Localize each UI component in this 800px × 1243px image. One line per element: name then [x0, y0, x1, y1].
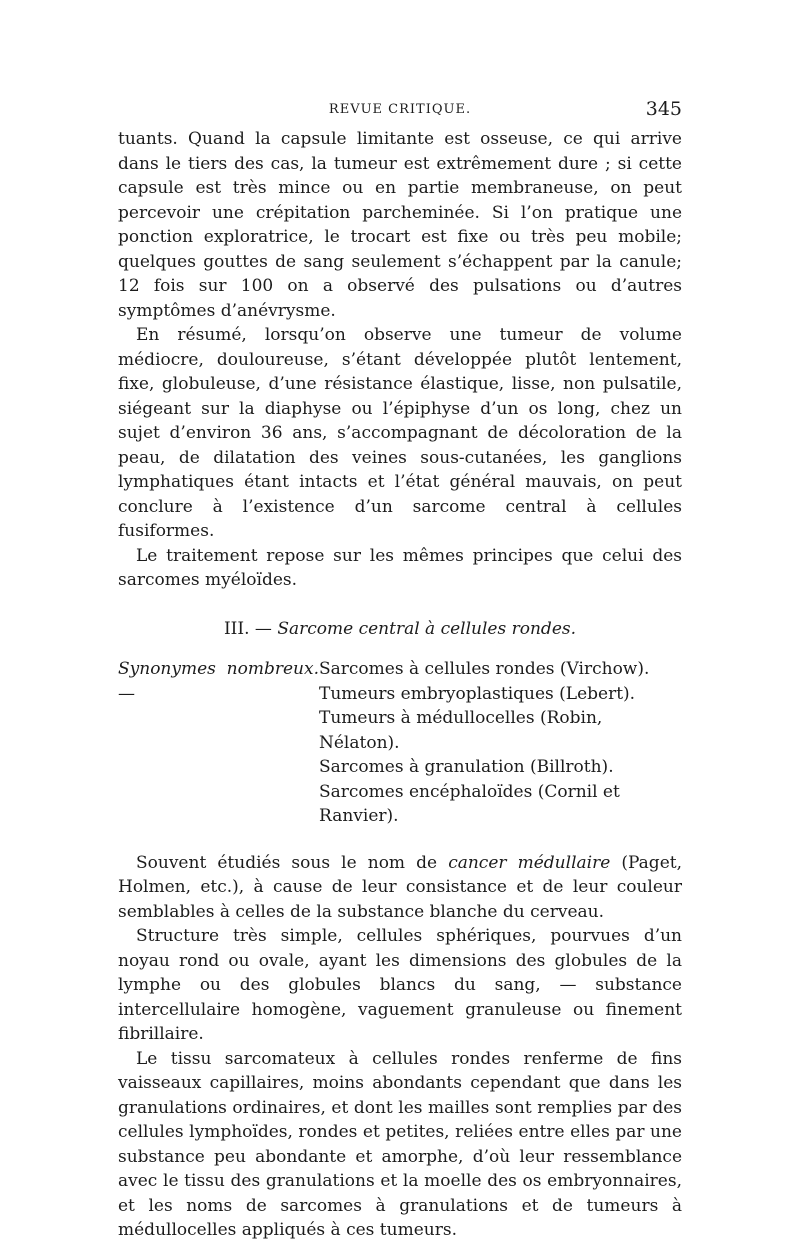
synonyms-block	[118, 657, 682, 829]
synonym-item: Sarcomes à granulation (Billroth).	[319, 757, 614, 777]
synonyms-list	[319, 657, 682, 829]
paragraph-names-end: (Paget, Holmen, etc.), à cause de leur consistance et de leur couleur semblables à celles de la substance blanche du cerveau.	[118, 852, 682, 922]
paragraph-treatment: Le traitement repose sur les mêmes principes que celui des sarcomes myéloïdes.	[118, 545, 682, 590]
page-number: 345	[645, 98, 682, 120]
paragraph-summary: En résumé, lorsqu’on observe une tumeur de volume médiocre, douloureuse, s’étant développée plutôt lentement, fixe, globuleuse, d’une résistance élastique, lisse, non pulsatile, siégeant sur la diaphyse ou l’épiphyse d’un os long, chez un sujet d’environ 36 ans, s’accompagnant de décoloration de la peau, de dilatation des veines sous-cutanées, les ganglions lymphatiques étant intacts et l’état général mauvais, on peut conclure à l’existence d’un sarcome central à cellules fusiformes.	[118, 325, 682, 541]
running-head	[118, 98, 682, 122]
section-heading	[118, 617, 682, 642]
paragraph-names-start: Souvent étudiés sous le nom de	[136, 852, 449, 873]
synonym-item: Sarcomes encéphaloïdes (Cornil et Ranvier).	[319, 781, 620, 826]
synonym-item: Sarcomes à cellules rondes (Virchow).	[319, 659, 650, 679]
synonyms-label: Synonymes nombreux. —	[118, 659, 319, 704]
term-cancer-medullaire: cancer médullaire	[448, 852, 611, 873]
synonym-item: Tumeurs à médullocelles (Robin, Nélaton).	[319, 708, 603, 753]
section-title: Sarcome central à cellules rondes.	[277, 618, 577, 639]
body-text	[118, 127, 682, 1243]
paragraph-continuation: tuants. Quand la capsule limitante est osseuse, ce qui arrive dans le tiers des cas, la tumeur est extrêmement dure ; si cette capsule est très mince ou en partie membraneuse, on peut percevoir une crépitation parcheminée. Si l’on pratique une ponction exploratrice, le trocart est fixe ou très peu mobile; quelques gouttes de sang seulement s’échappent par la canule; 12 fois sur 100 on a observé des pulsations ou d’autres symptômes d’anévrysme.	[118, 129, 682, 321]
section-number: III. —	[223, 618, 272, 639]
paragraph-tissue: Le tissu sarcomateux à cellules rondes renferme de fins vaisseaux capillaires, moins abondants cependant que dans les granulations ordinaires, et dont les mailles sont remplies par des cellules lymphoïdes, rondes et petites, reliées entre elles par une substance peu abondante et amorphe, d’où leur ressemblance avec le tissu des granulations et la moelle des os embryonnaires, et les noms de sarcomes à granulations et de tumeurs à médullocelles appliqués à ces tumeurs.	[118, 1048, 682, 1240]
synonym-item: Tumeurs embryoplastiques (Lebert).	[319, 683, 636, 704]
paragraph-names	[118, 851, 682, 925]
paragraph-structure: Structure très simple, cellules sphériques, pourvues d’un noyau rond ou ovale, ayant les dimensions des globules de la lymphe ou des globules blancs du sang, — substance intercellulaire homogène, vaguement granuleuse ou finement fibrillaire.	[118, 926, 682, 1044]
running-title: REVUE CRITIQUE.	[328, 102, 472, 117]
